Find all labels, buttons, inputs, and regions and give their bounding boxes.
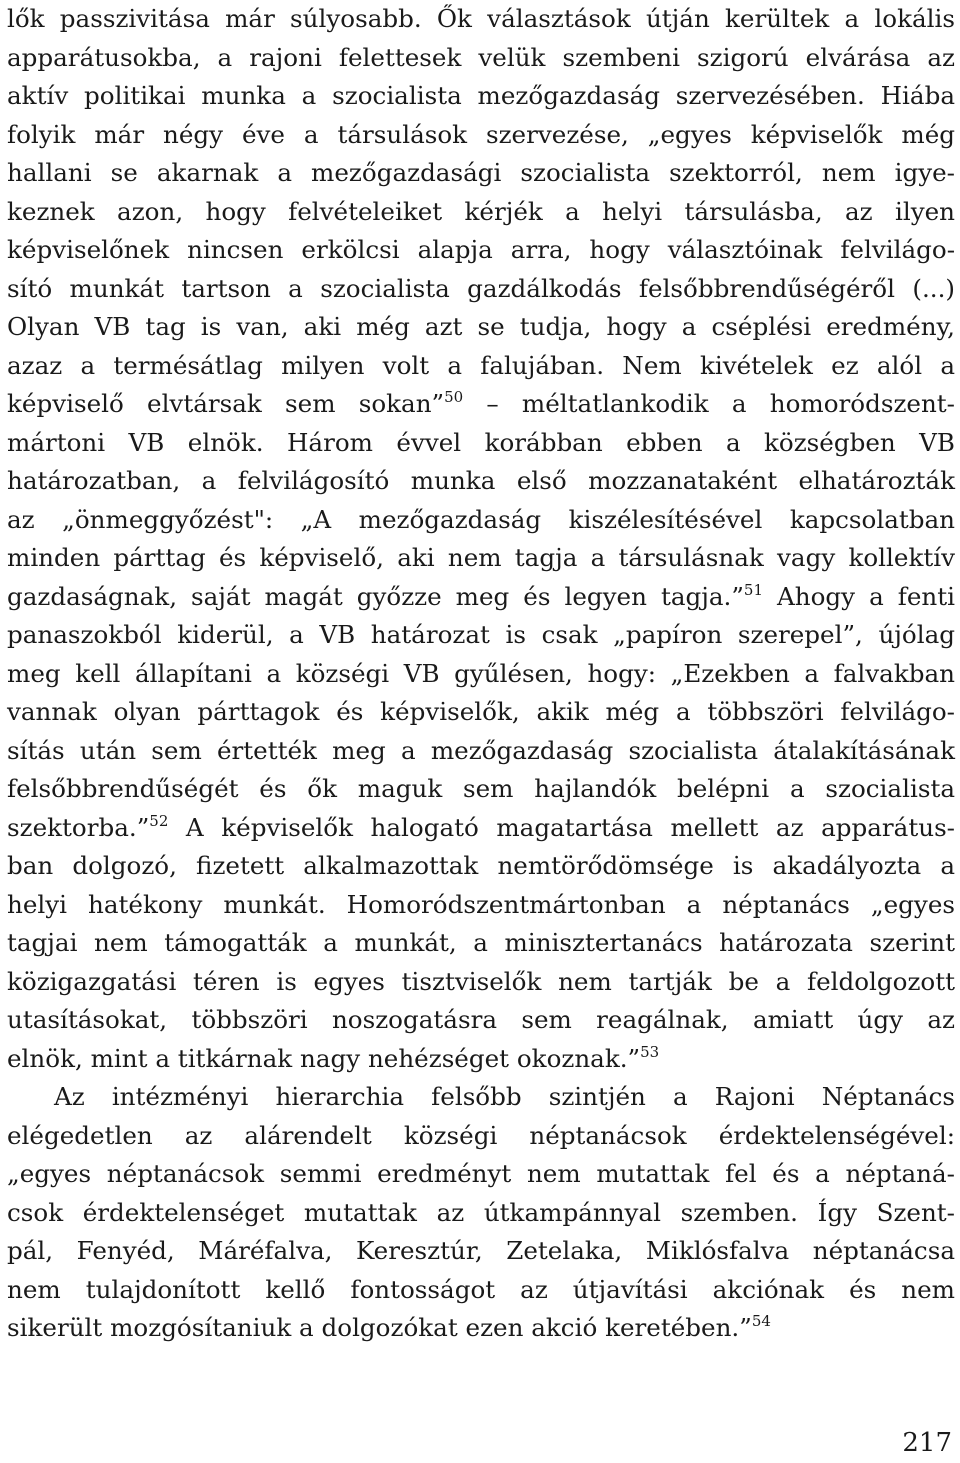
text-line: panaszokból kiderül, a VB határozat is csak „papíron szerepel”, újólag [7,620,955,649]
text-segment: gazdaságnak, saját magát győzze meg és legyen tagja.” [7,581,744,611]
footnote-ref: 50 [444,388,464,406]
text-line: csok érdektelenséget mutattak az útkampánnyal szemben. Így Szent- [7,1197,955,1227]
text-line [7,809,955,848]
text-line: ban dolgozó, fizetett alkalmazottak nemtörődömsége is akadályozta a [7,851,955,880]
footnote-ref: 53 [640,1042,660,1061]
text-line: „egyes néptanácsok semmi eredményt nem mutattak fel és a néptaná- [7,1159,955,1188]
text-line: mártoni VB elnök. Három évvel korábban ebben a községben VB [7,427,955,457]
text-line: az „önmeggyőzést": „A mezőgazdaság kiszélesítésével kapcsolatban [7,504,955,534]
text-line: tagjai nem támogatták a munkát, a minisztertanács határozata szerint [7,928,955,957]
text-line [7,1309,955,1348]
text-line: azaz a termésátlag milyen volt a falujában. Nem kivételek ez alól a [7,350,955,380]
text-line: képviselőnek nincsen erkölcsi alapja arra, hogy választóinak felvilágo- [7,235,955,264]
footnote-ref: 51 [743,580,764,599]
text-line: nem tulajdonított kellő fontosságot az útjavítási akciónak és nem [7,1274,955,1304]
paragraph-1 [7,0,955,1078]
text-segment: A képviselők halogató magatartása mellett az apparátus- [168,812,955,842]
text-line: apparátusokba, a rajoni felettesek velük szembeni szigorú elvárása az [7,42,955,72]
text-line: meg kell állapítani a községi VB gyűlésen, hogy: „Ezekben a falvakban [7,658,955,688]
document-page [7,0,955,1348]
text-line: keznek azon, hogy felvételeiket kérjék a helyi társulásba, az ilyen [7,196,955,226]
text-line: felsőbbrendűségét és ők maguk sem hajlandók belépni a szocialista [7,774,955,803]
text-line: pál, Fenyéd, Máréfalva, Keresztúr, Zetelaka, Miklósfalva néptanácsa [7,1236,955,1265]
text-line: helyi hatékony munkát. Homoródszentmártonban a néptanács „egyes [7,889,955,919]
text-segment: elnök, mint a titkárnak nagy nehézséget okoznak.” [7,1043,641,1073]
footnote-ref: 54 [751,1312,771,1330]
text-line: folyik már négy éve a társulások szervezése, „egyes képviselők még [7,119,955,149]
text-line: aktív politikai munka a szocialista mezőgazdaság szervezésében. Hiába [7,81,955,110]
text-segment: – méltatlankodik a homoródszent- [463,389,955,418]
text-line: sítás után sem értették meg a mezőgazdaság szocialista átalakításának [7,735,955,765]
text-line: lők passzivitása már súlyosabb. Ők választások útján kerültek a lokális [7,4,955,33]
text-line: Az intézményi hierarchia felsőbb szintjén a Rajoni Néptanács [54,1082,955,1111]
paragraph-2 [7,1078,955,1348]
text-line [7,578,955,617]
text-line: sító munkát tartson a szocialista gazdálkodás felsőbbrendűségéről (...) [7,273,955,303]
text-segment: sikerült mozgósítaniuk a dolgozókat ezen akció keretében.” [7,1313,752,1342]
text-line: vannak olyan párttagok és képviselők, akik még a többszöri felvilágo- [7,697,955,726]
text-line [7,385,955,424]
text-line: Olyan VB tag is van, aki még azt se tudja, hogy a cséplési eredmény, [7,312,955,341]
text-segment: képviselő elvtársak sem sokan” [7,389,445,418]
text-line: hallani se akarnak a mezőgazdasági szocialista szektorról, nem igye- [7,158,955,187]
text-line: elégedetlen az alárendelt községi néptanácsok érdektelenségével: [7,1120,955,1150]
text-line: határozatban, a felvilágosító munka első mozzanataként elhatározták [7,466,955,495]
text-line [7,1040,955,1079]
page-number: 217 [902,1428,952,1458]
text-line: minden párttag és képviselő, aki nem tagja a társulásnak vagy kollektív [7,543,955,572]
text-line: utasításokat, többszöri noszogatásra sem reagálnak, amiatt úgy az [7,1005,955,1034]
text-segment: szektorba.” [7,812,150,842]
text-segment: Ahogy a fenti [763,581,955,611]
footnote-ref: 52 [149,811,169,830]
text-line: közigazgatási téren is egyes tisztviselők nem tartják be a feldolgozott [7,966,955,996]
